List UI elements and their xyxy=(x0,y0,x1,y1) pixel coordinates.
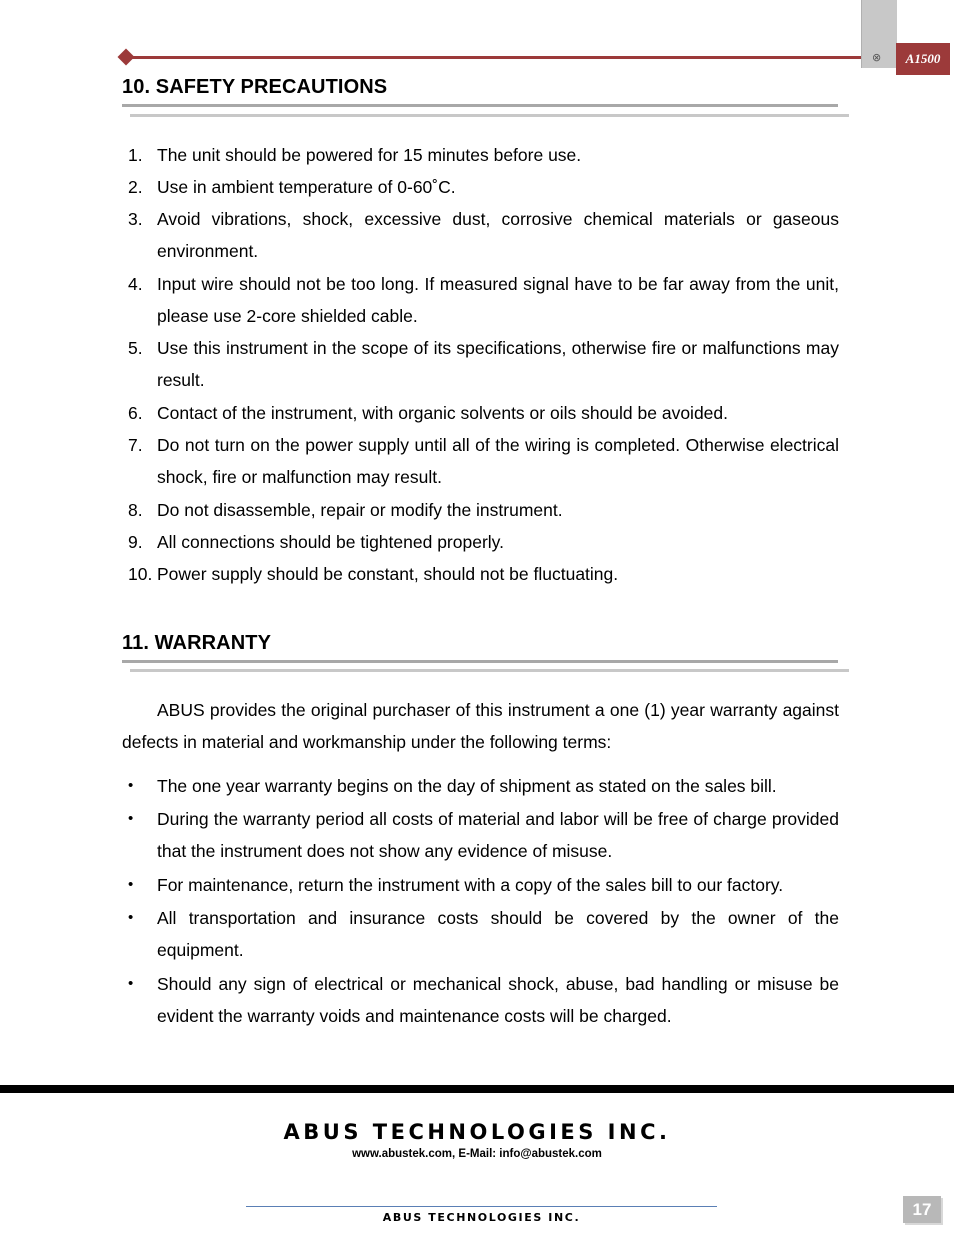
safety-heading-rule xyxy=(122,104,838,107)
list-item: Use this instrument in the scope of its specifications, otherwise fire or malfunctions may result. xyxy=(157,338,839,391)
list-item: Power supply should be constant, should not be fluctuating. xyxy=(157,564,619,584)
list-item-number: 6. xyxy=(128,403,143,423)
company-name: ABUS TECHNOLOGIES INC. xyxy=(283,1120,671,1144)
model-badge: A1500 xyxy=(896,43,950,75)
list-item: Use in ambient temperature of 0-60˚C. xyxy=(157,177,456,197)
list-item: All transportation and insurance costs should be covered by the owner of the equipment. xyxy=(157,908,839,961)
warranty-intro: ABUS provides the original purchaser of this instrument a one (1) year warranty against defects in material and workmanship under the following terms: xyxy=(122,700,839,753)
bullet-icon: • xyxy=(128,810,134,827)
list-item: Do not disassemble, repair or modify the instrument. xyxy=(157,500,563,520)
list-item-number: 4. xyxy=(128,274,143,294)
list-item: The one year warranty begins on the day of shipment as stated on the sales bill. xyxy=(157,776,777,796)
footer-bar xyxy=(0,1085,954,1093)
list-item: Should any sign of electrical or mechanical shock, abuse, bad handling or misuse be evident the warranty voids and maintenance costs will be charged. xyxy=(157,974,839,1027)
bullet-icon: • xyxy=(128,876,134,893)
company-name-small: ABUS TECHNOLOGIES INC. xyxy=(382,1211,581,1224)
list-item-number: 9. xyxy=(128,532,143,552)
footer-rule xyxy=(246,1206,717,1207)
list-item: Contact of the instrument, with organic solvents or oils should be avoided. xyxy=(157,403,729,423)
list-item: For maintenance, return the instrument with a copy of the sales bill to our factory. xyxy=(157,875,784,895)
bullet-icon: • xyxy=(128,975,134,992)
list-item: All connections should be tightened properly. xyxy=(157,532,504,552)
list-item: During the warranty period all costs of material and labor will be free of charge provided that the instrument does not show any evidence of misuse. xyxy=(157,809,839,862)
warranty-heading: 11. WARRANTY xyxy=(122,632,272,654)
header-diamond-ornament xyxy=(118,49,135,66)
company-contact: www.abustek.com, E-Mail: info@abustek.com xyxy=(352,1148,602,1160)
list-item: Do not turn on the power supply until all of the wiring is completed. Otherwise electrical shock, fire or malfunction may result. xyxy=(157,435,839,488)
safety-heading-rule-shadow xyxy=(130,114,849,117)
bullet-icon: • xyxy=(128,777,134,794)
list-item-number: 3. xyxy=(128,209,143,229)
list-item-number: 10. xyxy=(128,564,153,584)
list-item: Avoid vibrations, shock, excessive dust, corrosive chemical materials or gaseous environment. xyxy=(157,209,839,262)
list-item-number: 5. xyxy=(128,338,143,358)
page-number: 17 xyxy=(903,1196,941,1223)
circle-x-icon: ⊗ xyxy=(872,51,882,64)
header-rule xyxy=(128,56,874,59)
list-item-number: 2. xyxy=(128,177,143,197)
safety-heading: 10. SAFETY PRECAUTIONS xyxy=(122,76,388,98)
list-item-number: 7. xyxy=(128,435,143,455)
list-item: The unit should be powered for 15 minutes before use. xyxy=(157,145,582,165)
list-item-number: 8. xyxy=(128,500,143,520)
list-item: Input wire should not be too long. If measured signal have to be far away from the unit, please use 2-core shielded cable. xyxy=(157,274,839,327)
list-item-number: 1. xyxy=(128,145,143,165)
warranty-heading-rule-shadow xyxy=(130,669,849,672)
bullet-icon: • xyxy=(128,909,134,926)
warranty-heading-rule xyxy=(122,660,838,663)
